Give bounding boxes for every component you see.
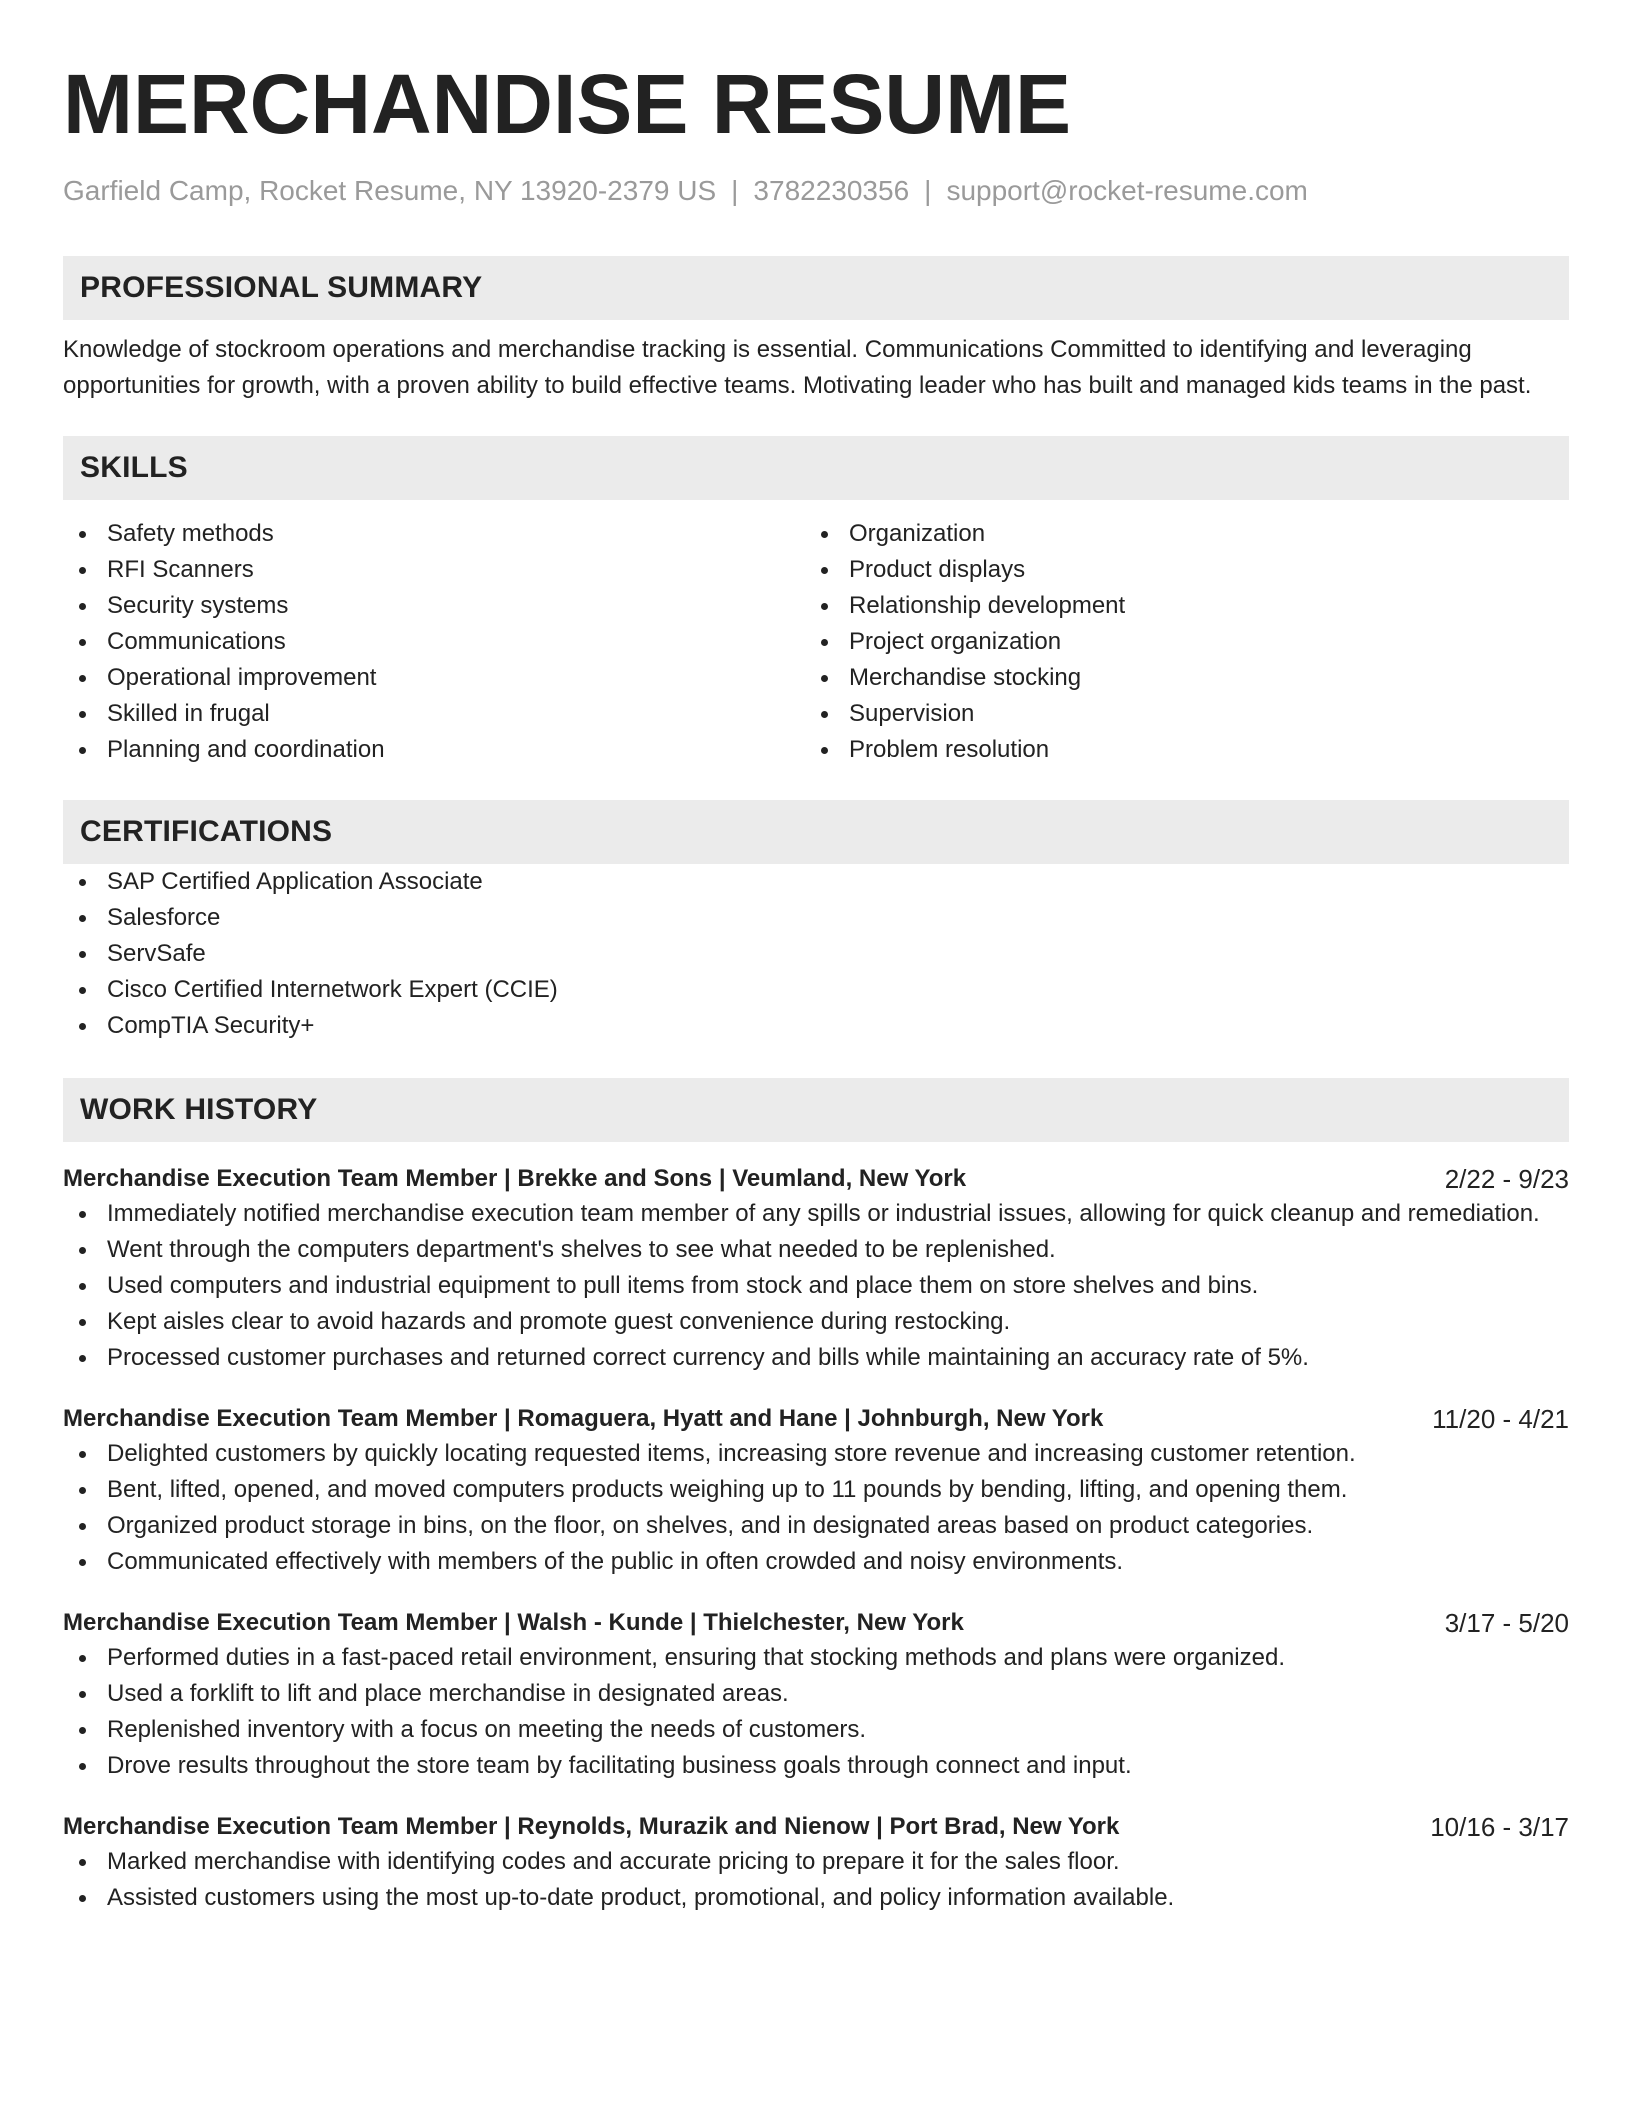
- job-entry: [63, 1402, 1569, 1580]
- certifications-list: [63, 864, 1569, 1044]
- job-header: [63, 1162, 1569, 1196]
- job-bullets: [63, 1844, 1569, 1916]
- job-title: Merchandise Execution Team Member | Brekke and Sons | Veumland, New York: [63, 1165, 967, 1192]
- job-bullet: Bent, lifted, opened, and moved computers products weighing up to 11 pounds by bending, lifting, and opening them.: [63, 1472, 1569, 1508]
- job-dates: 10/16 - 3/17: [1430, 1812, 1569, 1842]
- contact-email: support@rocket-resume.com: [946, 175, 1308, 206]
- job-bullets: [63, 1196, 1569, 1376]
- job-dates: 3/17 - 5/20: [1444, 1608, 1569, 1638]
- certification-item: SAP Certified Application Associate: [63, 864, 1569, 900]
- job-header: [63, 1606, 1569, 1640]
- skill-item: Security systems: [63, 588, 805, 624]
- job-header: [63, 1402, 1569, 1436]
- work-history-section-header: WORK HISTORY: [63, 1078, 1569, 1142]
- job-bullet: Immediately notified merchandise execution team member of any spills or industrial issues, allowing for quick cleanup and remediation.: [63, 1196, 1569, 1232]
- job-bullets: [63, 1640, 1569, 1784]
- job-bullet: Organized product storage in bins, on the floor, on shelves, and in designated areas based on product categories.: [63, 1508, 1569, 1544]
- resume-title: MERCHANDISE RESUME: [63, 57, 1072, 151]
- skill-item: Supervision: [805, 696, 1547, 732]
- certification-item: Salesforce: [63, 900, 1569, 936]
- job-entry: [63, 1810, 1569, 1916]
- job-bullet: Went through the computers department's shelves to see what needed to be replenished.: [63, 1232, 1569, 1268]
- contact-separator: |: [731, 175, 739, 206]
- certification-item: Cisco Certified Internetwork Expert (CCIE): [63, 972, 1569, 1008]
- job-entry: [63, 1606, 1569, 1784]
- skills-columns: [63, 516, 1569, 768]
- job-bullet: Used a forklift to lift and place merchandise in designated areas.: [63, 1676, 1569, 1712]
- job-header: [63, 1810, 1569, 1844]
- job-bullet: Replenished inventory with a focus on meeting the needs of customers.: [63, 1712, 1569, 1748]
- skill-item: Merchandise stocking: [805, 660, 1547, 696]
- skill-item: Skilled in frugal: [63, 696, 805, 732]
- skill-item: RFI Scanners: [63, 552, 805, 588]
- skill-item: Communications: [63, 624, 805, 660]
- job-bullet: Processed customer purchases and returned correct currency and bills while maintaining an accuracy rate of 5%.: [63, 1340, 1569, 1376]
- summary-section-header: PROFESSIONAL SUMMARY: [63, 256, 1569, 320]
- skill-item: Operational improvement: [63, 660, 805, 696]
- skill-item: Problem resolution: [805, 732, 1547, 768]
- certification-item: CompTIA Security+: [63, 1008, 1569, 1044]
- job-bullet: Kept aisles clear to avoid hazards and promote guest convenience during restocking.: [63, 1304, 1569, 1340]
- job-title: Merchandise Execution Team Member | Romaguera, Hyatt and Hane | Johnburgh, New York: [63, 1405, 1104, 1432]
- job-bullet: Drove results throughout the store team by facilitating business goals through connect and input.: [63, 1748, 1569, 1784]
- job-title: Merchandise Execution Team Member | Reynolds, Murazik and Nienow | Port Brad, New York: [63, 1813, 1120, 1840]
- summary-text: Knowledge of stockroom operations and merchandise tracking is essential. Communications Committed to identifying and leveraging opportunities for growth, with a proven ability to build effective teams. Motivating leader who has built and managed kids teams in the past.: [63, 336, 1532, 399]
- skills-section-header: SKILLS: [63, 436, 1569, 500]
- job-bullets: [63, 1436, 1569, 1580]
- certification-item: ServSafe: [63, 936, 1569, 972]
- certifications-section-header: CERTIFICATIONS: [63, 800, 1569, 864]
- job-bullet: Used computers and industrial equipment to pull items from stock and place them on store shelves and bins.: [63, 1268, 1569, 1304]
- skill-item: Relationship development: [805, 588, 1547, 624]
- skill-item: Product displays: [805, 552, 1547, 588]
- job-dates: 11/20 - 4/21: [1432, 1404, 1569, 1434]
- skills-right-list: [805, 516, 1547, 768]
- job-bullet: Delighted customers by quickly locating requested items, increasing store revenue and increasing customer retention.: [63, 1436, 1569, 1472]
- job-bullet: Assisted customers using the most up-to-date product, promotional, and policy information available.: [63, 1880, 1569, 1916]
- job-title: Merchandise Execution Team Member | Walsh - Kunde | Thielchester, New York: [63, 1609, 964, 1636]
- contact-phone: 3782230356: [753, 175, 910, 206]
- skill-item: Project organization: [805, 624, 1547, 660]
- contact-address: Garfield Camp, Rocket Resume, NY 13920-2379 US: [63, 175, 717, 206]
- contact-separator: |: [924, 175, 932, 206]
- job-bullet: Marked merchandise with identifying codes and accurate pricing to prepare it for the sales floor.: [63, 1844, 1569, 1880]
- skill-item: Safety methods: [63, 516, 805, 552]
- job-entry: [63, 1162, 1569, 1376]
- job-dates: 2/22 - 9/23: [1444, 1164, 1569, 1194]
- skill-item: Planning and coordination: [63, 732, 805, 768]
- contact-line: [63, 174, 1569, 208]
- skill-item: Organization: [805, 516, 1547, 552]
- skills-left-list: [63, 516, 805, 768]
- job-bullet: Performed duties in a fast-paced retail environment, ensuring that stocking methods and plans were organized.: [63, 1640, 1569, 1676]
- job-bullet: Communicated effectively with members of the public in often crowded and noisy environments.: [63, 1544, 1569, 1580]
